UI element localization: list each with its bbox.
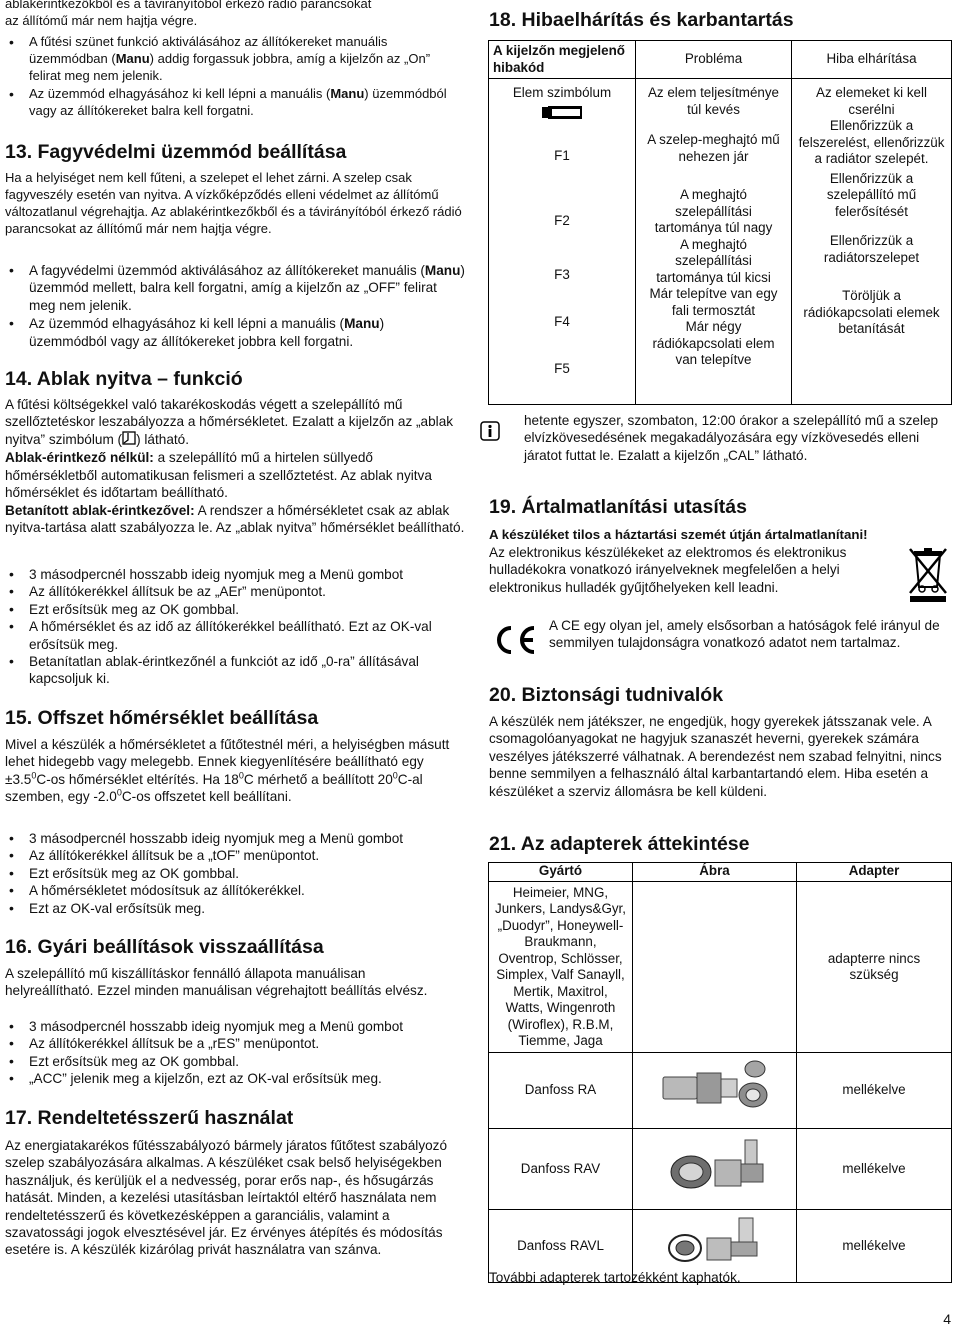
bullet: • „ACC” jelenik meg a kijelzőn, ezt az OK-val erősítsük meg. [29, 1070, 465, 1087]
bullet: • A hőmérsékletet módosítsuk az állítókerékkel. [29, 882, 465, 899]
maker-cell: Heimeier, MNG, Junkers, Landys&Gyr, „Duodyr”, Honeywell-Braukmann, Oventrop, Schlösser, Simplex, Valf Sanayll, Mertik, Maxitrol, Watts, Wingenroth (Wiroflex), R.B.M, Tiemme, Jaga [489, 882, 633, 1053]
section-15-text: Mivel a készülék a hőmérsékletet a fűtőtestnél méri, a helyiségben másutt lehet hidegebb vagy melegebb. Ennek kiegyenlítésére beállítható egy $\pm 3.5^0C-os$ hőmérséklet eltérítés. Ha $18^0C$ mérhető a beállított $20^0C-al$ szemben, egy $-2.0^0C-os$ offszetet kell beállítani. [5, 737, 450, 805]
bullet: • Az állítókerékkel állítsuk be az „AEr” menüpontot. [29, 583, 465, 600]
adapter-image-rav [633, 1129, 797, 1210]
page-number: 4 [943, 1311, 951, 1327]
battery-icon [542, 106, 582, 125]
section-19-text: Az elektronikus készülékeket az elektromos és elektronikus hulladékokra vonatkozó irányelveknek megfelelően a helyi elektronikus hulladék gyűjtőhelyeken kell leadni. [489, 545, 847, 595]
table-header: A kijelzőn megjelenő hibakód [489, 41, 636, 79]
bullet: • Az üzemmód elhagyásához ki kell lépni a manuális (Manu) üzemmódból vagy az állítókereket balra kell forgatni. [29, 86, 465, 120]
section-20-title: 20. Biztonsági tudnivalók [489, 684, 724, 706]
problem-cell: Az elem teljesítménye túl kevés [648, 85, 779, 117]
info-icon [480, 421, 500, 441]
bullet: • A fűtési szünet funkció aktiválásához az állítókereket manuális üzemmódban (Manu) addig forgassuk jobbra, amíg a kijelzőn az „On” felirat meg nem jelenik. [29, 34, 465, 85]
error-table [488, 40, 952, 405]
bullet: • 3 másodpercnél hosszabb ideig nyomjuk meg a Menü gombot [29, 1018, 465, 1035]
bullet: • Az állítókerékkel állítsuk be a „tOF” menüpontot. [29, 847, 465, 864]
maker-cell: Danfoss RA [489, 1053, 633, 1129]
problem-cell: Már telepítve van egy fali termosztát [649, 286, 778, 318]
section-14-title: 14. Ablak nyitva – funkció [5, 368, 243, 390]
section-17-text: Az energiatakarékos fűtésszabályozó bármely járatos fűtőtest szabályozó szelep szabályozására alkalmas. A készüléket csak belső helyiségekben használjuk, és kerüljük el a nedvesség, porar erős nap-, és hősugárzás hatását. Minden, a kezelési utasításban leírtaktól eltérő használata nem rendeltetésszerű és következésképpen a garanciális, valamint a szavatossági jogok elvesztésével jár. Ez érvényes átépítés és módosítás esetére is. A készülék kizárólag privát használatra van szánva. [5, 1138, 448, 1258]
weee-bin-icon [906, 545, 950, 603]
bullet: • Ezt erősítsük meg az OK gombbal. [29, 1053, 465, 1070]
adapter-cell: mellékelve [797, 1053, 952, 1129]
error-code: Elem szimbólum [512, 85, 612, 100]
window-open-icon [122, 431, 136, 449]
adapter-image-ra [633, 1053, 797, 1129]
section-13-text: Ha a helyiséget nem kell fűteni, a szelepet el lehet zárni. A szelep csak fagyveszély esetén van nyitva. A vízkőképződés elleni védelmet az állítómű változatlanul végrehajtja. Az ablakérintkezőkből és a távirányítóból érkező rádió parancsokat az állítómű már nem hajtja végre. [5, 170, 462, 236]
bullet: • 3 másodpercnél hosszabb ideig nyomjuk meg a Menü gombot [29, 566, 465, 583]
error-code: F4 [554, 313, 570, 329]
section-20-text: A készülék nem játékszer, ne engedjük, hogy gyerekek játsszanak vele. A csomagolóanyagokat ne hagyjuk szanaszét heverni, gyerekek számára veszélyes játékszerré válhatnak. A berendezést nem szabad felnyitni, nincs benne semmilyen a felhasználó által karbantartandó elem. Hiba esetén a készüléket a szerviz állomásra be kell küldeni. [489, 714, 942, 799]
table-header: Adapter [797, 863, 952, 882]
problem-cell: A meghajtó szelepállítási tartománya túl kicsi [656, 236, 771, 285]
section-17-title: 17. Rendeltetésszerű használat [5, 1107, 294, 1129]
bullet: • Ezt erősítsük meg az OK gombbal. [29, 601, 465, 618]
adapter-cell: mellékelve [797, 1210, 952, 1283]
table-header: Probléma [636, 41, 792, 79]
error-code: F1 [554, 148, 570, 163]
info-text: hetente egyszer, szombaton, 12:00 órakor a szelepállító mű a szelep elvízkövesedésének megakadályozására egy vízkövesedés elleni járatot futtat le. Ezalatt a kijelzőn „CAL” látható. [524, 413, 939, 463]
bullet: • A hőmérséklet és az idő az állítókerékkel beállítható. Ezt az OK-val erősítsük meg. [29, 618, 465, 653]
table-header: Ábra [633, 863, 797, 882]
fix-cell: Ellenőrizzük a radiátorszelepet [823, 233, 920, 265]
table-header: Hiba elhárítása [792, 41, 952, 79]
intro-line: ablakérintkezőkből és a távirányítóból érkező rádió parancsokat [5, 0, 372, 11]
maker-cell: Danfoss RAVL [489, 1210, 633, 1283]
problem-cell: A szelep-meghajtó mű nehezen jár [647, 132, 780, 164]
fix-cell: Az elemeket ki kell cserélni [816, 85, 927, 117]
section-13-title: 13. Fagyvédelmi üzemmód beállítása [5, 141, 347, 163]
table-header: Gyártó [489, 863, 633, 882]
section-15-title: 15. Offszet hőmérséklet beállítása [5, 707, 319, 729]
intro-line: az állítómű már nem hajtja végre. [5, 12, 198, 28]
section-16-title: 16. Gyári beállítások visszaállítása [5, 936, 324, 958]
bullet: • Az állítókerékkel állítsuk be a „rES” menüpontot. [29, 1035, 465, 1052]
ce-text: A CE egy olyan jel, amely elsősorban a hatóságok felé irányul de semmilyen tulajdonságra vonatkozó adatot nem tartalmaz. [549, 618, 940, 651]
error-code: F3 [554, 267, 570, 282]
section-14-text: A fűtési költségekkel való takarékoskodás végett a szelepállító mű szellőztetéskor leszabályozza a hőmérsékletet. Ezalatt a kijelzőn az „ablak nyitva” szimbólum ( [5, 397, 454, 447]
adapter-cell: mellékelve [797, 1129, 952, 1210]
section-21-title: 21. Az adapterek áttekintése [489, 833, 750, 855]
section-18-title: 18. Hibaelhárítás és karbantartás [489, 9, 794, 31]
maker-cell: Danfoss RAV [489, 1129, 633, 1210]
fix-cell: Ellenőrizzük a szelepállító mű felerősítését [826, 170, 917, 219]
problem-cell: Már négy rádiókapcsolati elem van telepítve [652, 319, 775, 367]
bullet: • Az üzemmód elhagyásához ki kell lépni a manuális (Manu) üzemmódból vagy az állítókereket jobbra kell forgatni. [29, 315, 465, 350]
bullet: • 3 másodpercnél hosszabb ideig nyomjuk meg a Menü gombot [29, 830, 465, 847]
fix-cell: Töröljük a rádiókapcsolati elemek betanítását [803, 288, 940, 336]
bullet: • Betanítatlan ablak-érintkezőnél a funkciót az idő „0-ra” állításával kapcsoljuk ki. [29, 653, 465, 688]
error-code: F5 [554, 361, 570, 376]
adapter-cell: adapterre nincs szükség [797, 882, 952, 1053]
section-16-text: A szelepállító mű kiszállításkor fennálló állapota manuálisan helyreállítható. Ezzel minden manuálisan végrehajtott beállítás elvész. [5, 966, 428, 999]
error-code: F2 [554, 212, 570, 228]
section-19-title: 19. Ártalmatlanítási utasítás [489, 496, 747, 518]
adapter-table [488, 862, 952, 1283]
bullet: • Ezt erősítsük meg az OK gombbal. [29, 865, 465, 882]
bullet: • Ezt az OK-val erősítsük meg. [29, 900, 465, 917]
fix-cell: Ellenőrizzük a felszerelést, ellenőrizzük a radiátor szelepét. [798, 118, 945, 166]
adapter-footer: További adapterek tartozékként kaphatók. [489, 1270, 741, 1285]
disposal-warning: A készüléket tilos a háztartási szemét útján ártalmatlanítani! [489, 527, 868, 542]
ce-mark-icon [490, 622, 538, 658]
bullet: • A fagyvédelmi üzemmód aktiválásához az állítókereket manuális (Manu) üzemmód mellett, balra kell forgatni, amíg a kijelzőn az „OFF” felirat meg nem jelenik. [29, 262, 465, 314]
problem-cell: A meghajtó szelepállítási tartománya túl nagy [654, 187, 773, 235]
